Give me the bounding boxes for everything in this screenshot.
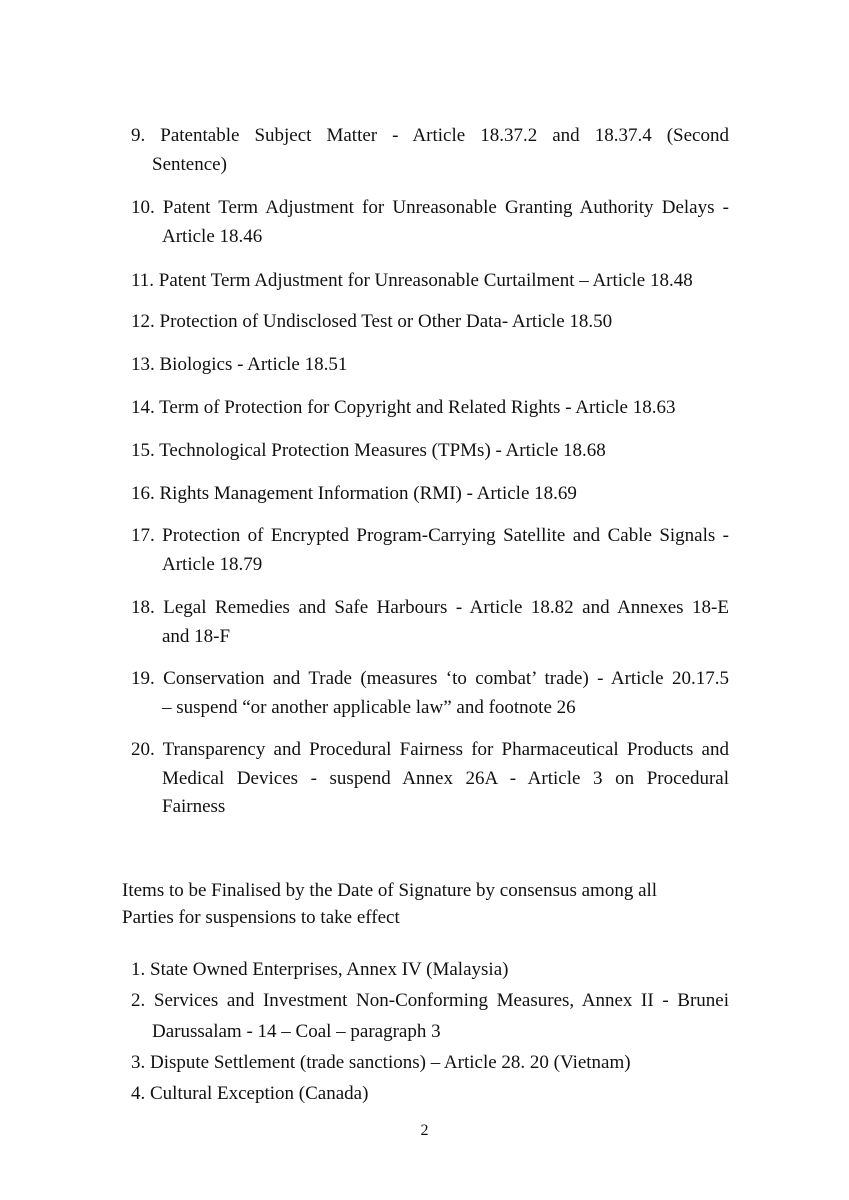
list-item-line: – suspend “or another applicable law” and footnote 26 (162, 696, 576, 718)
list-item-20 (131, 736, 729, 822)
sub-item-line: 4. Cultural Exception (Canada) (131, 1083, 369, 1104)
list-item-line: Medical Devices - suspend Annex 26A - Article 3 on Procedural (162, 767, 729, 789)
section-heading-line: Items to be Finalised by the Date of Signature by consensus among all (122, 880, 658, 901)
list-item-line: 10. Patent Term Adjustment for Unreasonable Granting Authority Delays - (131, 197, 729, 218)
list-item-line: 14. Term of Protection for Copyright and Related Rights - Article 18.63 (131, 397, 676, 418)
list-item-line: 16. Rights Management Information (RMI) - Article 18.69 (131, 483, 577, 504)
list-item-line: 12. Protection of Undisclosed Test or Other Data- Article 18.50 (131, 311, 613, 332)
list-item-9 (131, 122, 729, 179)
list-item-11 (131, 267, 729, 296)
list-item-line: 13. Biologics - Article 18.51 (131, 354, 348, 375)
list-item-16 (131, 480, 729, 509)
list-item-line: 17. Protection of Encrypted Program-Carrying Satellite and Cable Signals - (131, 525, 729, 546)
list-item-line: 11. Patent Term Adjustment for Unreasonable Curtailment – Article 18.48 (131, 270, 693, 291)
list-item-15 (131, 437, 729, 466)
list-item-line: Article 18.79 (162, 553, 263, 575)
list-item-line: 18. Legal Remedies and Safe Harbours - Article 18.82 and Annexes 18-E (131, 597, 729, 618)
list-item-14 (131, 394, 729, 423)
list-item-13 (131, 351, 729, 380)
list-item-18 (131, 594, 729, 651)
list-item-line: Sentence) (152, 153, 227, 175)
sub-item-3 (131, 1047, 729, 1078)
list-item-line: Fairness (162, 796, 226, 817)
list-item-19 (131, 665, 729, 722)
list-item-line: 20. Transparency and Procedural Fairness for Pharmaceutical Products and (131, 739, 729, 760)
sub-item-2 (131, 985, 729, 1047)
section-heading (122, 877, 742, 931)
sub-item-4 (131, 1078, 729, 1109)
list-item-17 (131, 522, 729, 579)
list-item-10 (131, 194, 729, 251)
list-item-line: and 18-F (162, 625, 231, 647)
list-item-line: 19. Conservation and Trade (measures ‘to combat’ trade) - Article 20.17.5 (131, 668, 729, 689)
sub-item-line: 2. Services and Investment Non-Conforming Measures, Annex II - Brunei (131, 990, 729, 1011)
sub-item-line: 1. State Owned Enterprises, Annex IV (Malaysia) (131, 959, 509, 980)
list-item-line: 9. Patentable Subject Matter - Article 18.37.2 and 18.37.4 (Second (131, 125, 729, 146)
sub-item-line: Darussalam - 14 – Coal – paragraph 3 (152, 1021, 441, 1042)
list-item-line: 15. Technological Protection Measures (TPMs) - Article 18.68 (131, 440, 606, 461)
sub-item-line: 3. Dispute Settlement (trade sanctions) – Article 28. 20 (Vietnam) (131, 1052, 631, 1073)
sub-item-1 (131, 954, 729, 985)
page-number: 2 (420, 1122, 429, 1139)
list-item-line: Article 18.46 (162, 225, 263, 247)
section-heading-line: Parties for suspensions to take effect (122, 907, 400, 928)
list-item-12 (131, 308, 729, 337)
